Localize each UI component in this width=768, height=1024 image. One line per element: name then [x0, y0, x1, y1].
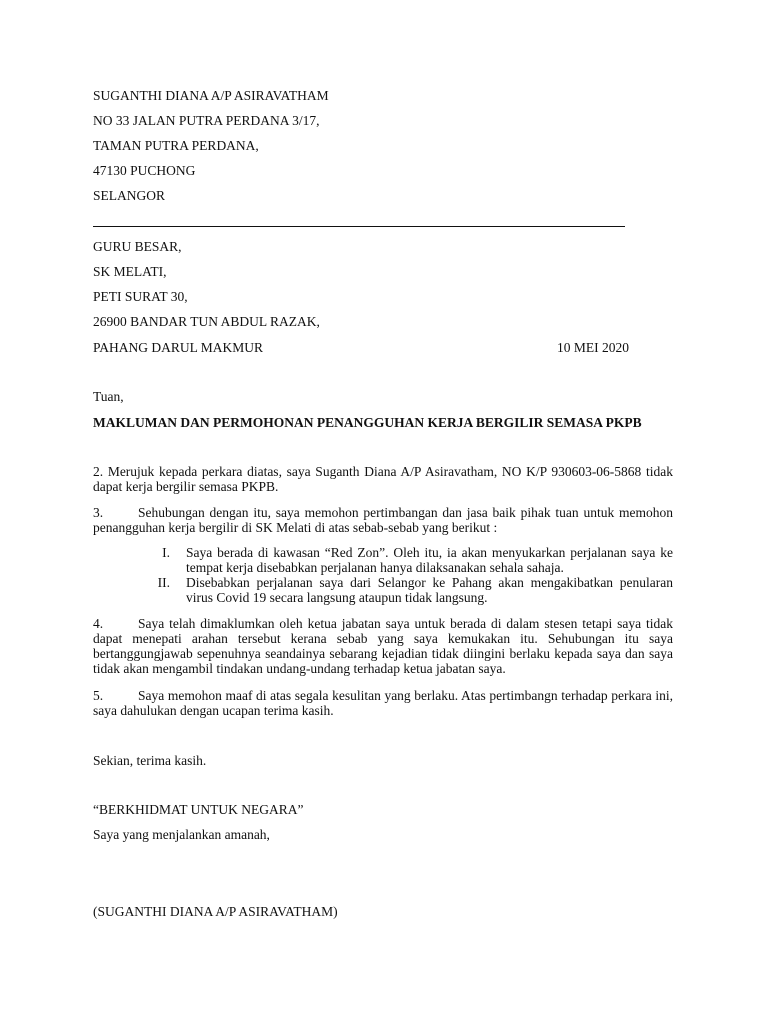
paragraph-3-text: Sehubungan dengan itu, saya memohon pertimbangan dan jasa baik pihak tuan untuk memohon penangguhan kerja bergilir di SK Melati di atas sebab-sebab yang berikut :: [93, 505, 673, 535]
reasons-list: [140, 545, 673, 605]
paragraph-4: [93, 616, 673, 676]
paragraph-5: [93, 688, 673, 718]
sender-name: SUGANTHI DIANA A/P ASIRAVATHAM: [93, 88, 329, 103]
reason-1-text: Saya berada di kawasan “Red Zon”. Oleh itu, ia akan menyukarkan perjalanan saya ke tempat kerja disebabkan perjalanan hanya dilaksanakan sehala sahaja.: [186, 545, 673, 575]
sender-street: NO 33 JALAN PUTRA PERDANA 3/17,: [93, 113, 320, 128]
recipient-title: GURU BESAR,: [93, 239, 182, 254]
sender-postcode-city: 47130 PUCHONG: [93, 163, 196, 178]
reason-2-number: II.: [157, 575, 170, 590]
address-divider: [93, 226, 625, 227]
paragraph-3: [93, 505, 673, 535]
recipient-pobox: PETI SURAT 30,: [93, 289, 188, 304]
closing-motto: “BERKHIDMAT UNTUK NEGARA”: [93, 802, 304, 817]
recipient-postcode-city: 26900 BANDAR TUN ABDUL RAZAK,: [93, 314, 320, 329]
paragraph-2-text: 2. Merujuk kepada perkara diatas, saya Suganth Diana A/P Asiravatham, NO K/P 930603-06-5868 tidak dapat kerja bergilir semasa PKPB.: [93, 464, 673, 494]
sender-area: TAMAN PUTRA PERDANA,: [93, 138, 259, 153]
list-item: [140, 575, 673, 605]
reason-1-number: I.: [162, 545, 170, 560]
signature-name: (SUGANTHI DIANA A/P ASIRAVATHAM): [93, 904, 338, 919]
closing-thanks: Sekian, terima kasih.: [93, 753, 207, 768]
paragraph-5-number: 5.: [93, 688, 104, 703]
paragraph-2: [93, 464, 673, 494]
reason-2-text: Disebabkan perjalanan saya dari Selangor ke Pahang akan mengakibatkan penularan virus Covid 19 secara langsung ataupun tidak langsung.: [186, 575, 673, 605]
paragraph-4-text: Saya telah dimaklumkan oleh ketua jabatan saya untuk berada di dalam stesen tetapi saya tidak dapat menepati arahan tersebut kerana sebab yang saya kemukakan itu. Sehubungan itu saya bertanggungjawab sepenuhnya seandainya sebarang kejadian tidak diingini berlaku kepada saya dan saya tidak akan mengambil tindakan undang-undang terhadap ketua jabatan saya.: [93, 616, 673, 676]
list-item: [140, 545, 673, 575]
letter-date: 10 MEI 2020: [557, 340, 629, 355]
paragraph-4-number: 4.: [93, 616, 104, 631]
paragraph-5-text: Saya memohon maaf di atas segala kesulitan yang berlaku. Atas pertimbangn terhadap perkara ini, saya dahulukan dengan ucapan terima kasih.: [93, 688, 673, 718]
sender-state: SELANGOR: [93, 188, 166, 203]
closing-signoff: Saya yang menjalankan amanah,: [93, 827, 270, 842]
recipient-school: SK MELATI,: [93, 264, 167, 279]
salutation: Tuan,: [93, 389, 124, 404]
paragraph-3-number: 3.: [93, 505, 104, 520]
recipient-state: PAHANG DARUL MAKMUR: [93, 340, 264, 355]
letter-subject: MAKLUMAN DAN PERMOHONAN PENANGGUHAN KERJA BERGILIR SEMASA PKPB: [93, 415, 642, 430]
